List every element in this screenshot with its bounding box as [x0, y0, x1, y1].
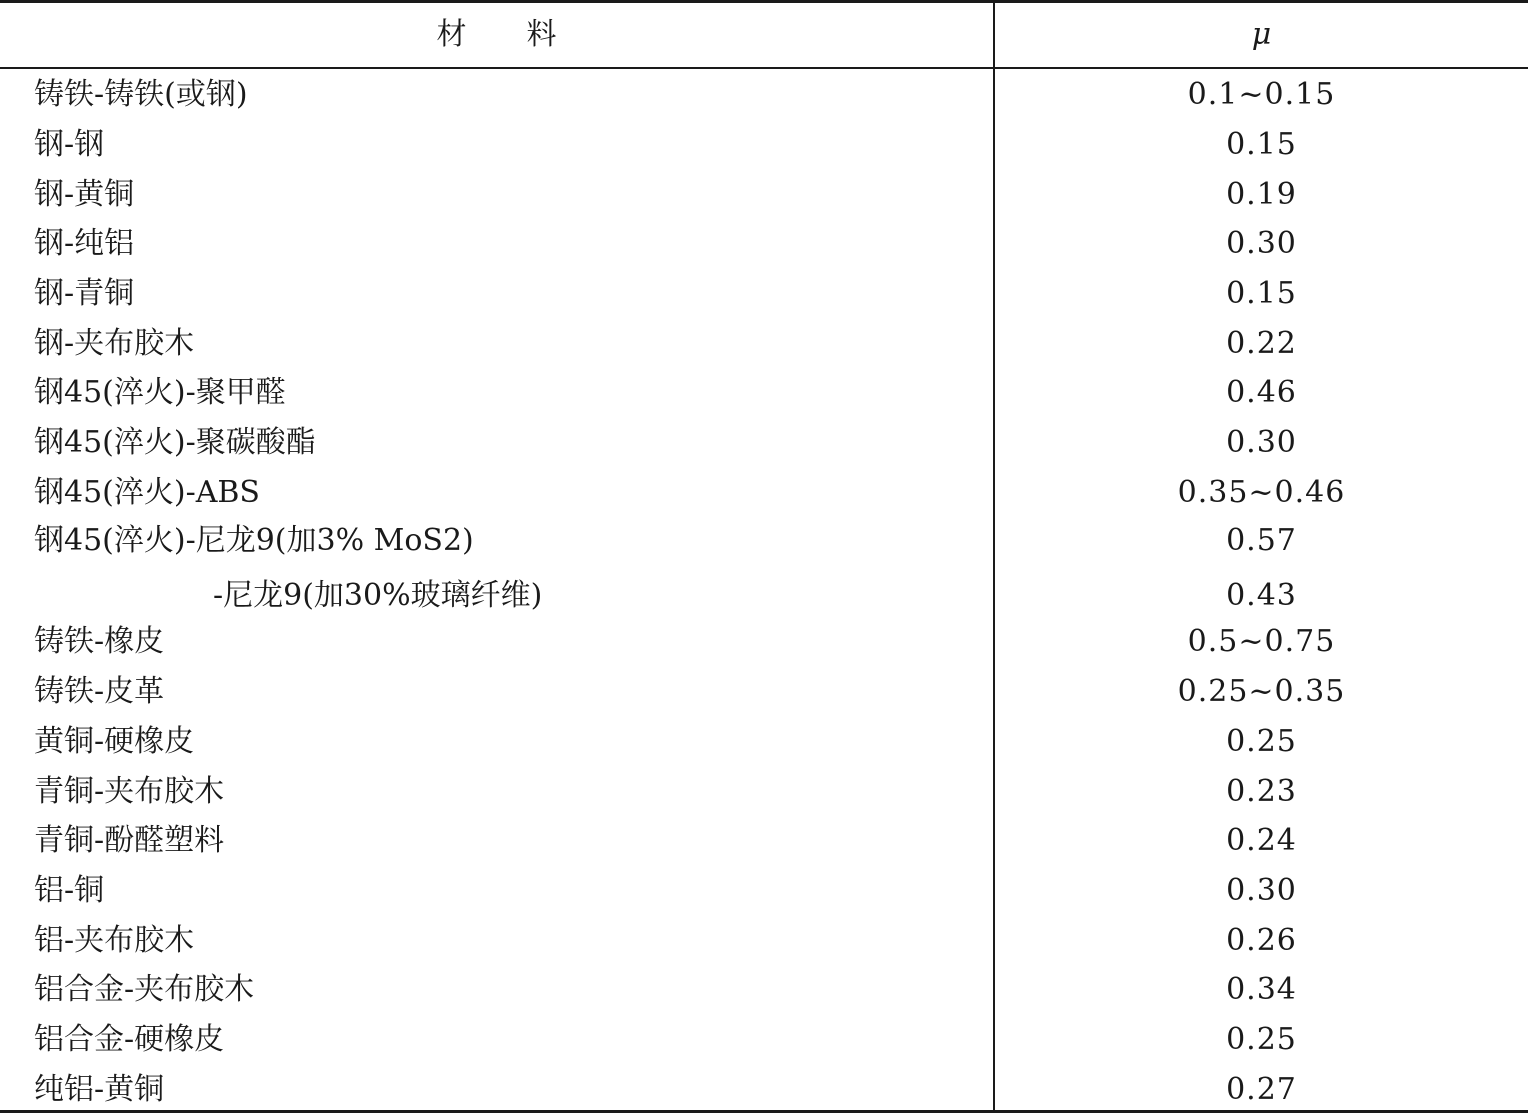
- mu-cell: 0.23: [1226, 774, 1297, 809]
- material-cell: 铝合金-硬橡皮: [34, 1022, 225, 1057]
- table-row: [0, 1065, 1528, 1115]
- table-row: [0, 866, 1528, 916]
- material-cell: 钢-黄铜: [34, 177, 135, 212]
- table-bottom-rule: [0, 1110, 1528, 1113]
- table-row: [0, 816, 1528, 866]
- material-cell: 纯铝-黄铜: [34, 1072, 165, 1107]
- material-cell: 铸铁-橡皮: [34, 624, 165, 659]
- header-mu: μ: [1251, 17, 1272, 52]
- material-cell: 钢45(淬火)-聚碳酸酯: [34, 425, 316, 460]
- mu-cell: 0.19: [1226, 177, 1297, 212]
- table-row: [0, 516, 1528, 566]
- mu-cell: 0.43: [1226, 578, 1297, 613]
- material-cell: 钢45(淬火)-聚甲醛: [34, 375, 286, 410]
- mu-cell: 0.27: [1226, 1072, 1297, 1107]
- table-row: [0, 1015, 1528, 1065]
- mu-cell: 0.15: [1226, 276, 1297, 311]
- mu-cell: 0.30: [1226, 226, 1297, 261]
- material-cell: 铸铁-皮革: [34, 674, 165, 709]
- material-cell: 钢-纯铝: [34, 226, 135, 261]
- table-row: [0, 170, 1528, 220]
- mu-cell: 0.15: [1226, 127, 1297, 162]
- mu-cell: 0.46: [1226, 375, 1297, 410]
- material-cell: 铝合金-夹布胶木: [34, 972, 255, 1007]
- table-row: [0, 717, 1528, 767]
- table-row: [0, 916, 1528, 966]
- mu-cell: 0.24: [1226, 823, 1297, 858]
- table-row: [0, 418, 1528, 468]
- material-cell: 黄铜-硬橡皮: [34, 724, 195, 759]
- table-row: [0, 70, 1528, 120]
- mu-cell: 0.35~0.46: [1177, 475, 1346, 510]
- material-cell: 青铜-酚醛塑料: [34, 823, 225, 858]
- table-row: [0, 319, 1528, 369]
- mu-cell: 0.57: [1226, 523, 1297, 558]
- material-cell: 钢45(淬火)-尼龙9(加3% MoS2): [34, 523, 474, 558]
- mu-cell: 0.1~0.15: [1187, 77, 1336, 112]
- table-row: [0, 767, 1528, 817]
- material-cell: 青铜-夹布胶木: [34, 774, 225, 809]
- table-row: [0, 965, 1528, 1015]
- mu-cell: 0.5~0.75: [1187, 624, 1336, 659]
- table-row: [0, 269, 1528, 319]
- material-cell: 钢-夹布胶木: [34, 326, 195, 361]
- material-cell: 铝-铜: [34, 873, 105, 908]
- table-row: [0, 120, 1528, 170]
- mu-cell: 0.25: [1226, 1022, 1297, 1057]
- table-row: [0, 571, 1528, 621]
- material-cell: 钢-青铜: [34, 276, 135, 311]
- header-rule: [0, 67, 1528, 69]
- material-cell: 钢45(淬火)-ABS: [34, 475, 260, 510]
- table-row: [0, 667, 1528, 717]
- mu-cell: 0.30: [1226, 873, 1297, 908]
- header-material: 材料: [436, 17, 617, 52]
- material-cell: -尼龙9(加30%玻璃纤维): [213, 578, 543, 613]
- table-row: [0, 219, 1528, 269]
- mu-cell: 0.30: [1226, 425, 1297, 460]
- material-cell: 钢-钢: [34, 127, 105, 162]
- mu-cell: 0.22: [1226, 326, 1297, 361]
- material-cell: 铝-夹布胶木: [34, 923, 195, 958]
- mu-cell: 0.25: [1226, 724, 1297, 759]
- mu-cell: 0.25~0.35: [1177, 674, 1346, 709]
- mu-cell: 0.26: [1226, 923, 1297, 958]
- table-row: [0, 368, 1528, 418]
- mu-cell: 0.34: [1226, 972, 1297, 1007]
- material-cell: 铸铁-铸铁(或钢): [34, 77, 248, 112]
- table-row: [0, 617, 1528, 667]
- table-row: [0, 468, 1528, 518]
